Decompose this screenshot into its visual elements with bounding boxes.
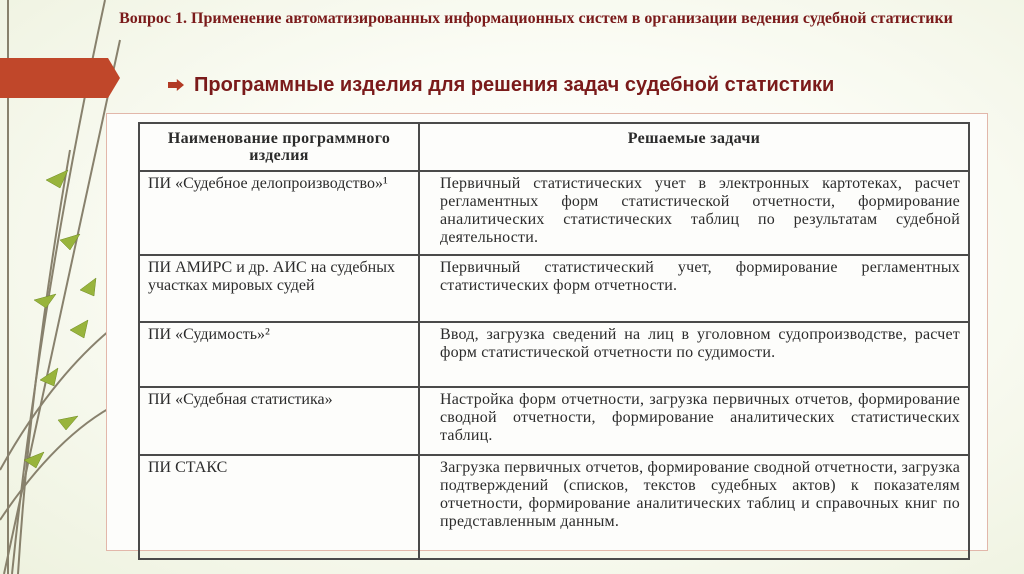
product-tasks: Первичный статистических учет в электронных картотеках, расчет регламентных форм статистической отчетности, формирование аналитических статистических таблиц по результатам судебной деятельности. — [419, 171, 969, 255]
product-name: ПИ СТАКС — [139, 455, 419, 559]
table-row — [139, 322, 969, 387]
product-name: ПИ «Судебное делопроизводство»¹ — [139, 171, 419, 255]
product-name: ПИ АМИРС и др. АИС на судебных участках мировых судей — [139, 255, 419, 322]
slide-title: Вопрос 1. Применение автоматизированных информационных систем в организации ведения судебной статистики — [119, 10, 953, 27]
product-tasks: Загрузка первичных отчетов, формирование сводной отчетности, загрузка подтверждений (списков, текстов судебных актов) к показателям отчетности, формирование аналитических таблиц и справочных книг по представленным данным. — [419, 455, 969, 559]
slide-subtitle — [168, 72, 834, 98]
product-tasks: Ввод, загрузка сведений на лиц в уголовном судопроизводстве, расчет форм статистической отчетности по судимости. — [419, 322, 969, 387]
table-row — [139, 255, 969, 322]
arrow-right-icon — [168, 79, 184, 91]
product-tasks: Настройка форм отчетности, загрузка первичных отчетов, формирование сводной отчетности, формирование аналитических статистических таблиц. — [419, 387, 969, 455]
header-tasks: Решаемые задачи — [419, 123, 969, 171]
subtitle-text: Программные изделия для решения задач судебной статистики — [194, 73, 835, 96]
product-tasks: Первичный статистический учет, формирование регламентных статистических форм отчетности. — [419, 255, 969, 322]
table-row — [139, 387, 969, 455]
software-products-table — [138, 122, 970, 560]
product-name: ПИ «Судимость»² — [139, 322, 419, 387]
table-row — [139, 455, 969, 559]
red-accent-arrow-bar — [0, 58, 120, 98]
header-product: Наименование программного изделия — [139, 123, 419, 171]
table-header-row — [139, 123, 969, 171]
table-row — [139, 171, 969, 255]
product-name: ПИ «Судебная статистика» — [139, 387, 419, 455]
